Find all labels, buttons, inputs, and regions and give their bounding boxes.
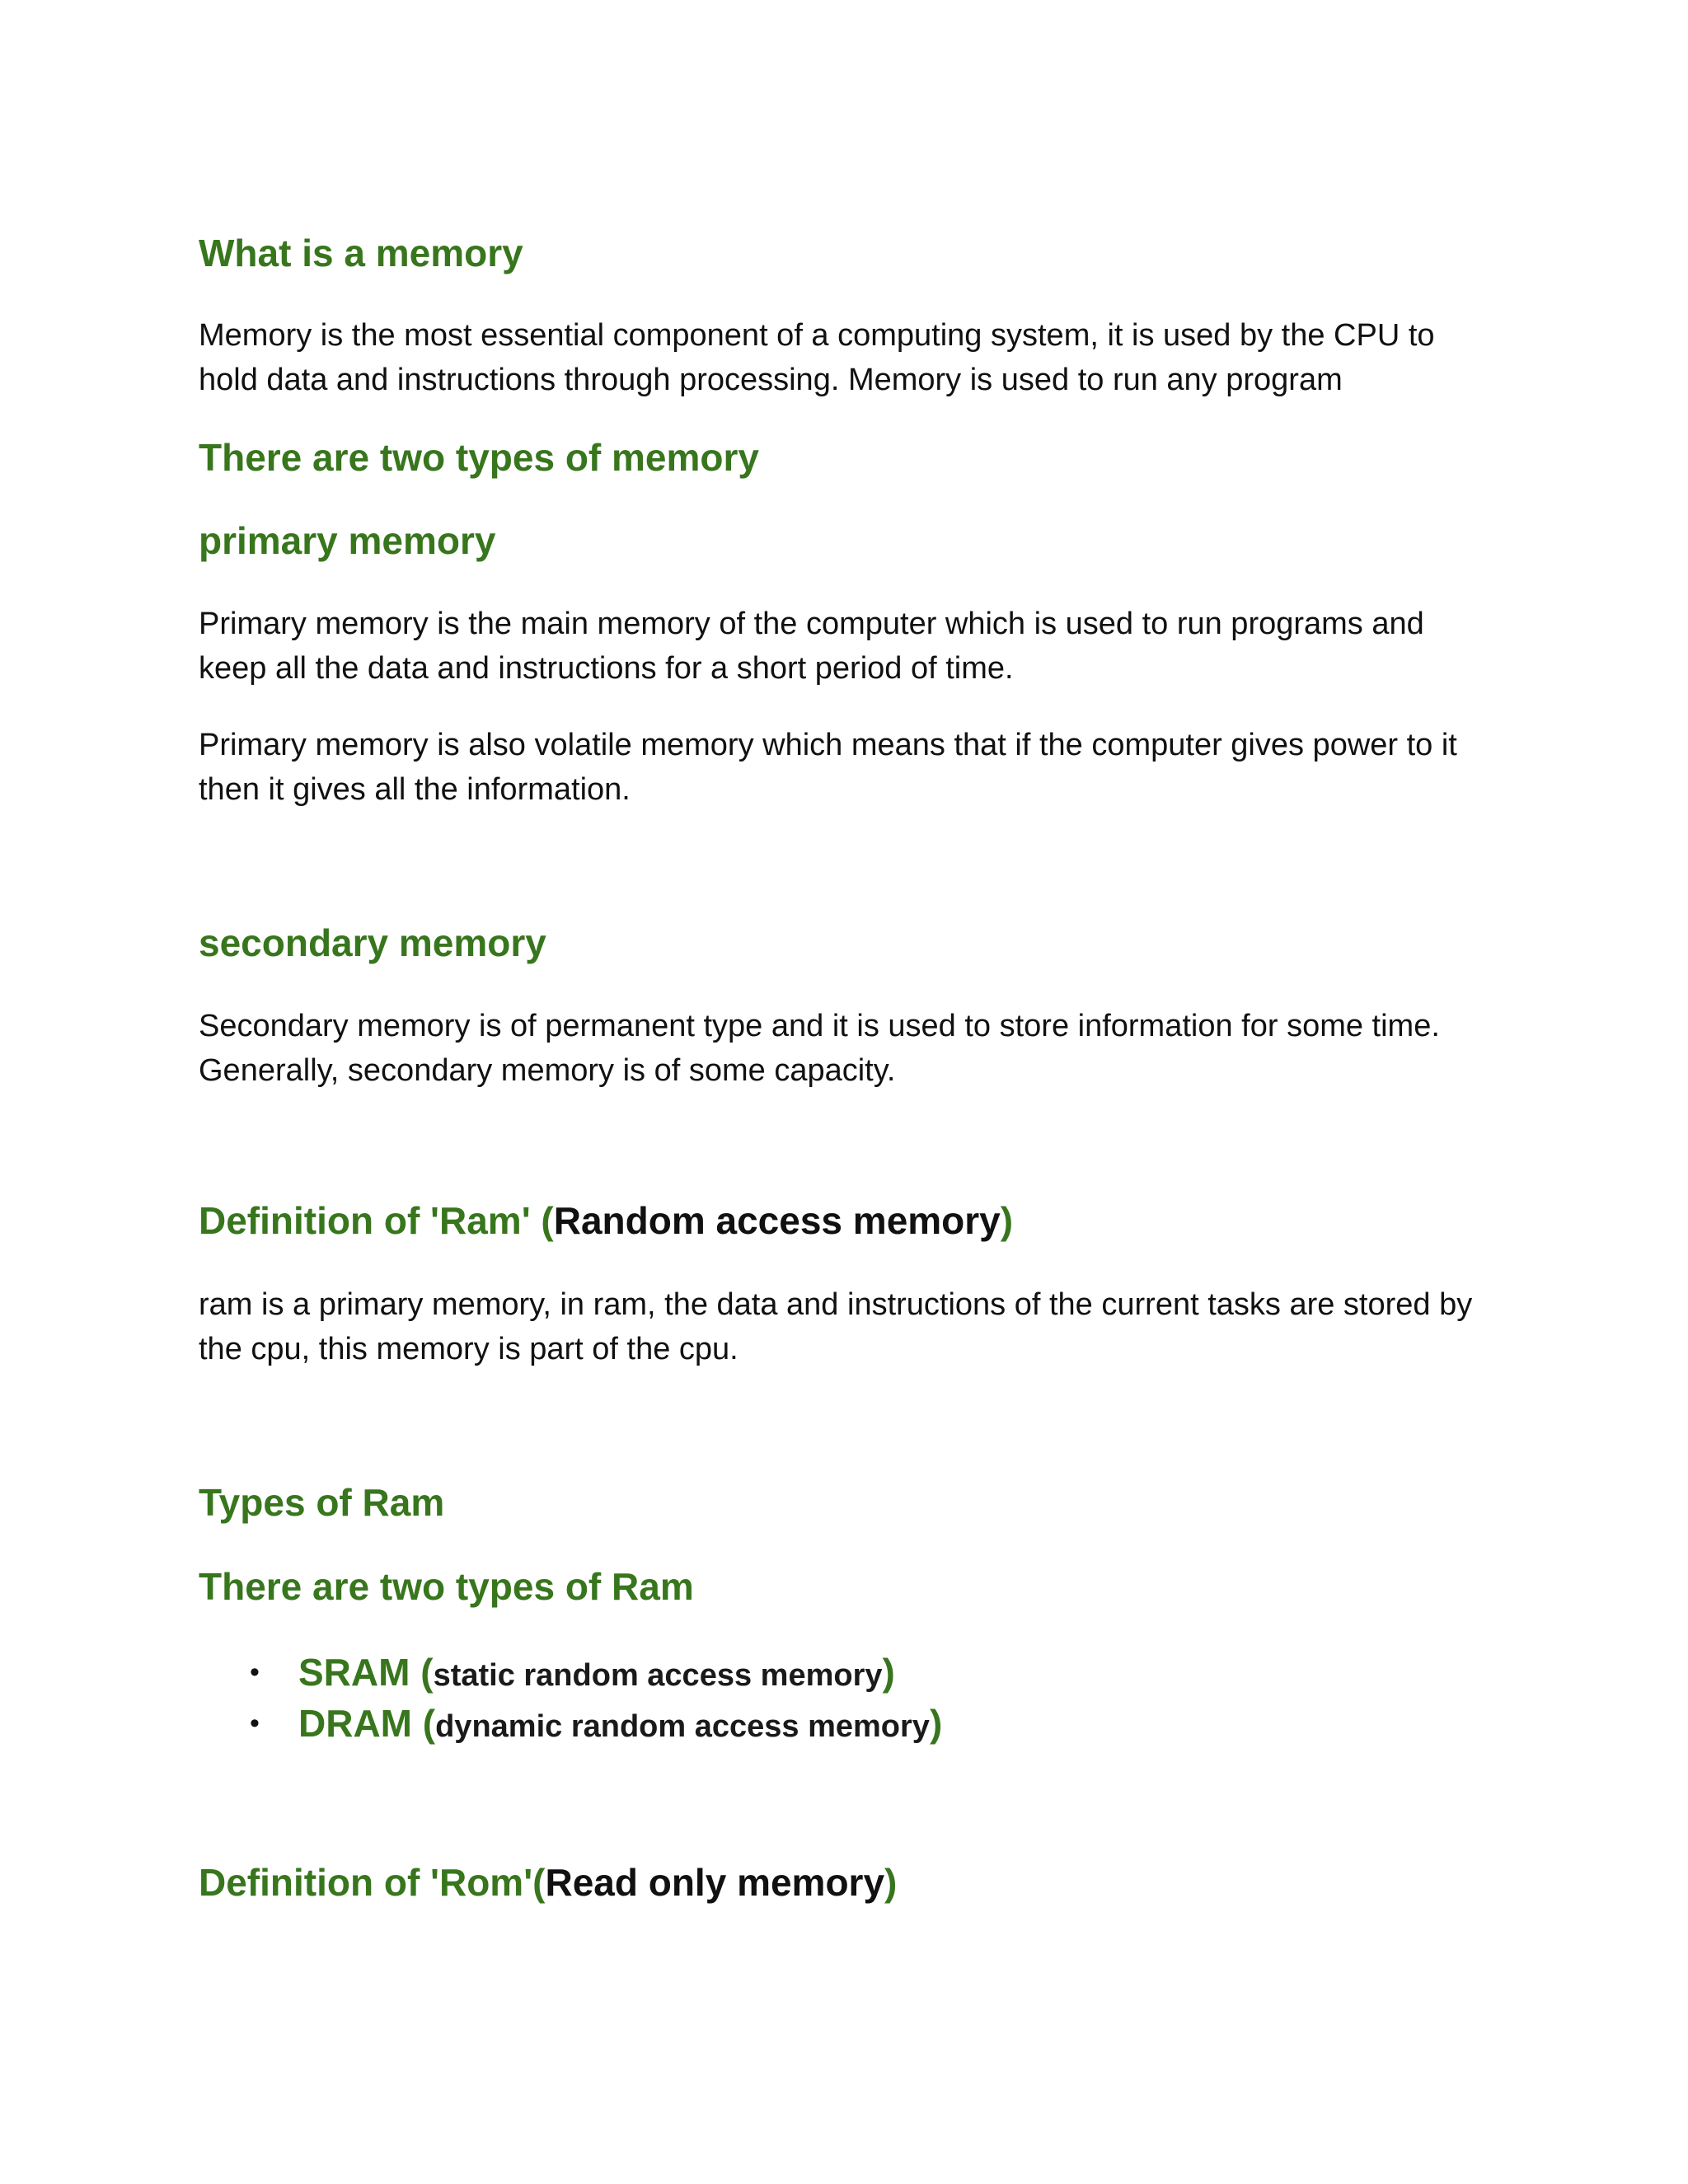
ram-type-abbr: SRAM [298,1651,410,1694]
bullet-icon: • [250,1657,260,1688]
ram-type-open-paren: ( [410,1651,434,1694]
ram-type-open-paren: ( [411,1702,436,1745]
rom-heading-expansion: Read only memory [545,1861,885,1904]
paragraph-ram-definition: ram is a primary memory, in ram, the data and instructions of the current tasks are stored by the cpu, this memory is part of the cpu. [199,1287,1473,1366]
rom-heading-prefix: Definition of 'Rom'( [199,1861,546,1904]
heading-secondary-memory: secondary memory [199,921,546,964]
ram-type-description: static random access memory [433,1658,883,1693]
list-item-text [298,1698,942,1759]
ram-type-close-paren: ) [882,1651,895,1694]
paragraph-memory-definition: Memory is the most essential component of a computing system, it is used by the CPU to hold data and instructions through processing. Memory is used to run any program [199,318,1435,397]
heading-what-is-memory: What is a memory [199,232,523,274]
ram-heading-expansion: Random access memory [553,1199,1001,1242]
paragraph-secondary-memory: Secondary memory is of permanent type and it is used to store information for some time. Generally, secondary memory is of some capacity. [199,1009,1440,1088]
ram-heading-prefix: Definition of 'Ram' ( [199,1199,554,1242]
heading-two-types-of-ram: There are two types of Ram [199,1565,694,1608]
ram-heading-suffix: ) [1000,1199,1014,1242]
bullet-icon: • [250,1708,260,1739]
heading-primary-memory: primary memory [199,519,496,562]
heading-rom-definition [199,1859,897,1905]
paragraph-primary-memory-2: Primary memory is also volatile memory which means that if the computer gives power to it then it gives all the information. [199,728,1457,807]
paragraph-primary-memory-1: Primary memory is the main memory of the computer which is used to run programs and keep all the data and instructions for a short period of time. [199,607,1424,686]
ram-type-abbr: DRAM [298,1702,412,1745]
ram-type-close-paren: ) [929,1702,943,1745]
rom-heading-suffix: ) [884,1861,898,1904]
heading-types-of-ram: Types of Ram [199,1481,445,1524]
heading-ram-definition [199,1197,1013,1244]
ram-type-description: dynamic random access memory [435,1709,930,1744]
heading-two-types-of-memory: There are two types of memory [199,436,759,479]
